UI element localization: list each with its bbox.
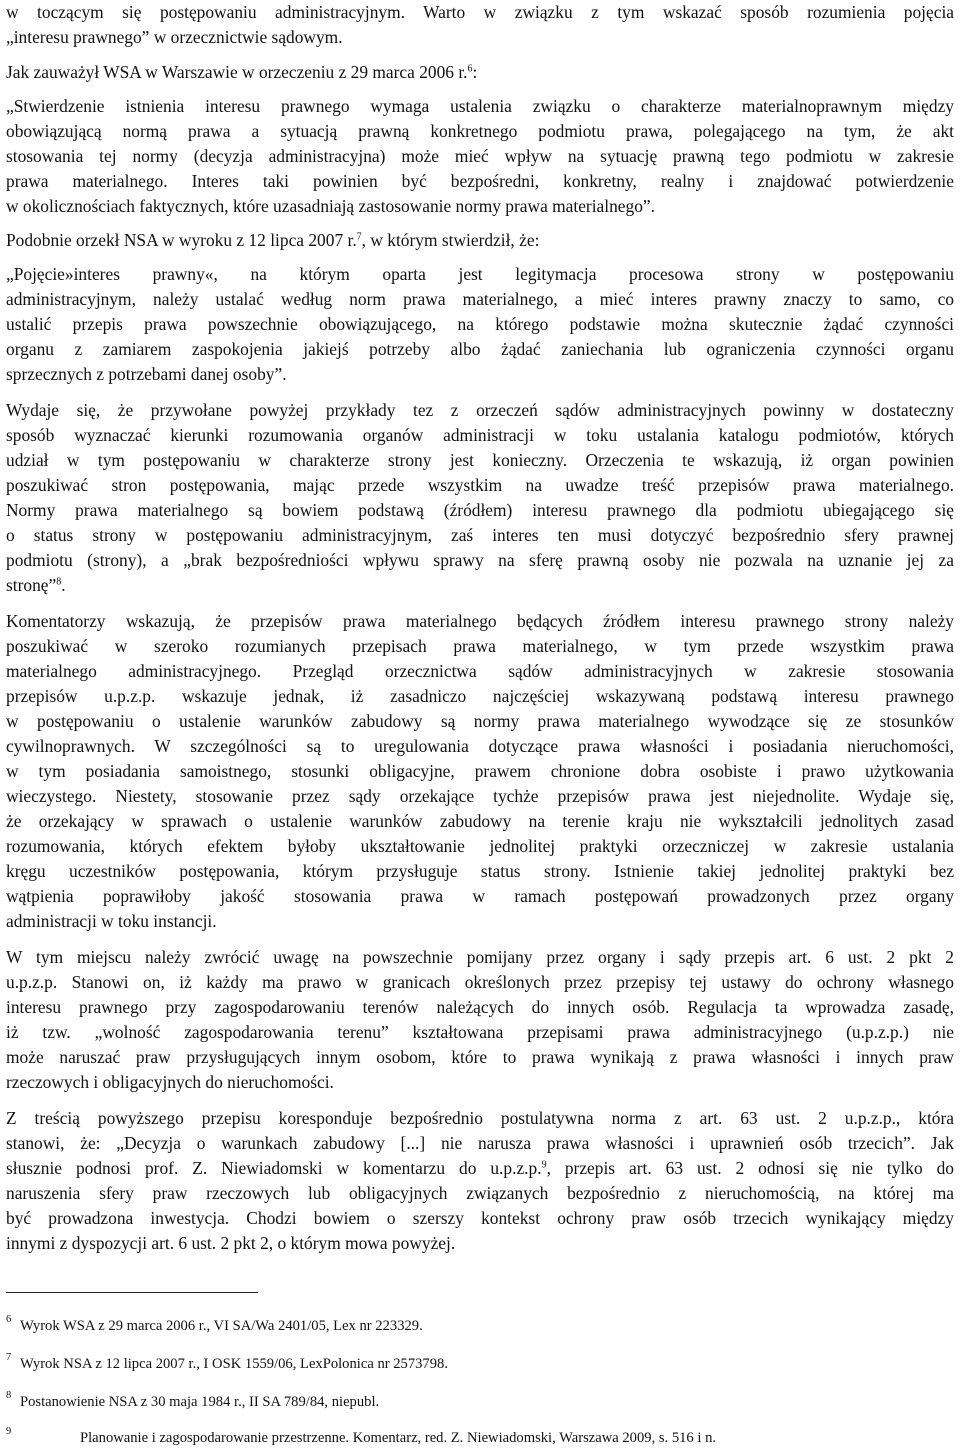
text-run: że orzekający w sprawach o ustalenie warunków zabudowy na terenie kraju nie wykształcili jednolitych zasad [6, 811, 954, 831]
text-line [6, 498, 954, 523]
text-line [6, 909, 954, 934]
text-run: poszukiwać w szeroko rozumianych przepisach prawa materialnego, w tym przede wszystkim prawa [6, 636, 954, 656]
text-line [6, 884, 954, 909]
text-run: w toczącym się postępowaniu administracyjnym. Warto w związku z tym wskazać sposób rozumienia pojęcia [6, 2, 954, 22]
text-line [6, 1020, 954, 1045]
text-run: poszukiwać stron postępowania, mając przede wszystkim na uwadze treść przepisów prawa materialnego. [6, 475, 954, 495]
text-line [6, 423, 954, 448]
text-line [6, 995, 954, 1020]
footnote-ref: 8 [56, 576, 62, 588]
text-line [6, 25, 954, 50]
text-line [6, 784, 954, 809]
text-line [6, 859, 954, 884]
text-run: w okolicznościach faktycznych, które uzasadniają zastosowanie normy prawa materialnego”. [6, 196, 655, 216]
text-line [6, 759, 954, 784]
text-run: wątpienia poprawiłoby jakość stosowania prawa w ramach postępowań prowadzonych przez organy [6, 886, 954, 906]
text-run: być prowadzona inwestycja. Chodzi bowiem o szerszy kontekst ochrony praw osób trzecich wynikający między [6, 1208, 954, 1228]
text-run: stanowi, że: „Decyzja o warunkach zabudowy [...] nie narusza prawa własności i uprawnień osób trzecich”. Jak [6, 1133, 954, 1153]
text-line [6, 709, 954, 734]
text-run: słusznie podnosi prof. Z. Niewiadomski w komentarzu do u.p.z.p. [6, 1158, 542, 1178]
text-line [6, 1231, 954, 1256]
text-line [6, 1106, 954, 1131]
text-run: interesu prawnego przy zagospodarowaniu terenów należących do innych osób. Regulacja ta wprowadza zasadę, [6, 997, 954, 1017]
text-run: obowiązującą normą prawa a sytuacją prawną konkretnego podmiotu prawa, polegającego na tym, że akt [6, 121, 954, 141]
text-line [6, 1131, 954, 1156]
text-run: . [61, 575, 66, 595]
text-run: sprzecznych z potrzebami danej osoby”. [6, 364, 287, 384]
text-run: W tym miejscu należy zwrócić uwagę na powszechnie pomijany przez organy i sądy przepis art. 6 ust. 2 pkt 2 [6, 947, 954, 967]
text-run: udział w tym postępowaniu w charakterze strony jest konieczny. Orzeczenia te wskazują, iż organ powinien [6, 450, 954, 470]
text-line [6, 312, 954, 337]
text-run: Z treścią powyższego przepisu koresponduje bezpośrednio postulatywna norma z art. 63 ust. 2 u.p.z.p., która [6, 1108, 954, 1128]
text-line [6, 1070, 954, 1095]
text-run: podmiotu (strony), a „brak bezpośredniości wpływu sprawy na sferę prawną osoby nie pozwala na uznanie jej za [6, 550, 954, 570]
text-run: materialnego administracyjnego. Przegląd orzecznictwa sądów administracyjnych w zakresie stosowania [6, 661, 954, 681]
text-line [6, 634, 954, 659]
text-line [6, 609, 954, 634]
text-line [6, 809, 954, 834]
text-line [6, 287, 954, 312]
footnote-ref: 6 [467, 63, 473, 75]
text-line [6, 1206, 954, 1231]
text-run: o status strony w postępowaniu administracyjnym, zaś interes ten musi dotyczyć bezpośrednio sfery prawnej [6, 525, 954, 545]
text-run: prawa materialnego. Interes taki powinien być bezpośredni, konkretny, realny i znajdować potwierdzenie [6, 171, 954, 191]
text-run: wieczystego. Niestety, stosowanie przez sądy orzekające tychże przepisów prawa jest niejednolite. Wydaje się, [6, 786, 954, 806]
footnote-number: 9 [6, 1426, 12, 1437]
text-run: Normy prawa materialnego są bowiem podstawą (źródłem) interesu prawnego dla podmiotu ubiegającego się [6, 500, 954, 520]
text-run: Podobnie orzekł NSA w wyroku z 12 lipca 2007 r. [6, 230, 357, 250]
text-line [6, 228, 954, 253]
text-run: przepisów u.p.z.p. wskazuje jednak, iż zasadniczo najczęściej wskazywaną podstawą interesu prawnego [6, 686, 954, 706]
text-run: stronę” [6, 575, 57, 595]
text-line [6, 448, 954, 473]
text-run: „interesu prawnego” w orzecznictwie sądowym. [6, 27, 343, 47]
text-run: może naruszać praw przysługujących innym osobom, które to prawa wynikają z prawa własności i innych praw [6, 1047, 954, 1067]
text-line [6, 1045, 954, 1070]
footnote-text: Wyrok NSA z 12 lipca 2007 r., I OSK 1559/06, LexPolonica nr 2573798. [20, 1356, 448, 1372]
footnote-separator [6, 1292, 258, 1293]
text-line [6, 659, 954, 684]
text-run: Komentatorzy wskazują, że przepisów prawa materialnego będących źródłem interesu prawnego strony należy [6, 611, 954, 631]
text-line [6, 834, 954, 859]
text-run: w tym posiadania samoistnego, stosunki obligacyjne, prawem chronione dobra osobiste i prawo użytkowania [6, 761, 954, 781]
text-line [6, 1156, 954, 1181]
text-run: w postępowaniu o ustalenie warunków zabudowy są normy prawa materialnego wywodzące się ze stosunków [6, 711, 954, 731]
text-run: Wydaje się, że przywołane powyżej przykłady tez z orzeczeń sądów administracyjnych powinny w dostateczny [6, 400, 954, 420]
text-line [6, 169, 954, 194]
text-run: , przepis art. 63 ust. 2 odnosi się nie tylko do [546, 1158, 954, 1178]
text-line [6, 94, 954, 119]
footnote-number: 8 [6, 1390, 12, 1401]
text-run: , w którym stwierdził, że: [361, 230, 540, 250]
footnote-text: Postanowienie NSA z 30 maja 1984 r., II SA 789/84, niepubl. [20, 1394, 380, 1410]
text-run: u.p.z.p. Stanowi on, iż każdy ma prawo w granicach określonych przez przepisy tej ustawy do ochrony własnego [6, 972, 954, 992]
text-line [6, 144, 954, 169]
text-line [6, 945, 954, 970]
text-run: administracyjnym, należy ustalać według norm prawa materialnego, a mieć interes prawny znaczy to samo, co [6, 289, 954, 309]
text-run: innymi z dyspozycji art. 6 ust. 2 pkt 2, o którym mowa powyżej. [6, 1233, 456, 1253]
footnote-text: Wyrok WSA z 29 marca 2006 r., VI SA/Wa 2401/05, Lex nr 223329. [20, 1318, 423, 1334]
text-line [6, 262, 954, 287]
text-line [6, 0, 954, 25]
text-run: sposób wyznaczać kierunki rozumowania organów administracji w toku ustalania katalogu podmiotów, których [6, 425, 954, 445]
text-line [6, 1181, 954, 1206]
footnote-number: 7 [6, 1352, 12, 1363]
footnote-ref: 7 [356, 231, 362, 243]
text-line [6, 337, 954, 362]
text-run: rozumowania, których efektem byłoby ukształtowanie jednolitej praktyki orzeczniczej w zakresie ustalania [6, 836, 954, 856]
footnote-ref: 9 [541, 1159, 547, 1171]
text-line [6, 684, 954, 709]
footnote-text: Planowanie i zagospodarowanie przestrzenne. Komentarz, red. Z. Niewiadomski, Warszawa 2009, s. 516 i n. [80, 1430, 717, 1446]
text-run: cywilnoprawnych. W szczególności są to uregulowania dotyczące prawa własności i posiadania nieruchomości, [6, 736, 954, 756]
text-line [6, 548, 954, 573]
text-run: stosowania tej normy (decyzja administracyjna) może mieć wpływ na sytuację prawną tego podmiotu w zakresie [6, 146, 954, 166]
footnote-number: 6 [6, 1314, 12, 1325]
text-run: administracji w toku instancji. [6, 911, 217, 931]
text-run: rzeczowych i obligacyjnych do nieruchomości. [6, 1072, 334, 1092]
text-line [6, 573, 954, 598]
text-line [6, 734, 954, 759]
text-run: : [472, 62, 478, 82]
text-run: ustalić przepis prawa powszechnie obowiązującego, na którego podstawie można skutecznie żądać czynności [6, 314, 954, 334]
text-line [6, 362, 954, 387]
text-run: „Pojęcie»interes prawny«, na którym oparta jest legitymacja procesowa strony w postępowaniu [6, 264, 954, 284]
text-run: „Stwierdzenie istnienia interesu prawnego wymaga ustalenia związku o charakterze materialnoprawnym między [6, 96, 954, 116]
text-line [6, 398, 954, 423]
text-line [6, 473, 954, 498]
text-run: Jak zauważył WSA w Warszawie w orzeczeniu z 29 marca 2006 r. [6, 62, 468, 82]
text-line [6, 194, 954, 219]
text-run: kręgu uczestników postępowania, którym przysługuje status strony. Istnienie takiej jednolitej praktyki bez [6, 861, 954, 881]
text-run: naruszenia sfery praw rzeczowych lub obligacyjnych związanych bezpośrednio z nieruchomością, na której ma [6, 1183, 954, 1203]
text-line [6, 119, 954, 144]
text-line [6, 970, 954, 995]
text-line [6, 60, 954, 85]
text-run: organu z zamiarem zaspokojenia jakiejś potrzeby albo żądać zaniechania lub ograniczenia czynności organu [6, 339, 954, 359]
text-line [6, 523, 954, 548]
text-run: iż tzw. „wolność zagospodarowania terenu” kształtowana przepisami prawa administracyjnego (u.p.z.p.) nie [6, 1022, 954, 1042]
